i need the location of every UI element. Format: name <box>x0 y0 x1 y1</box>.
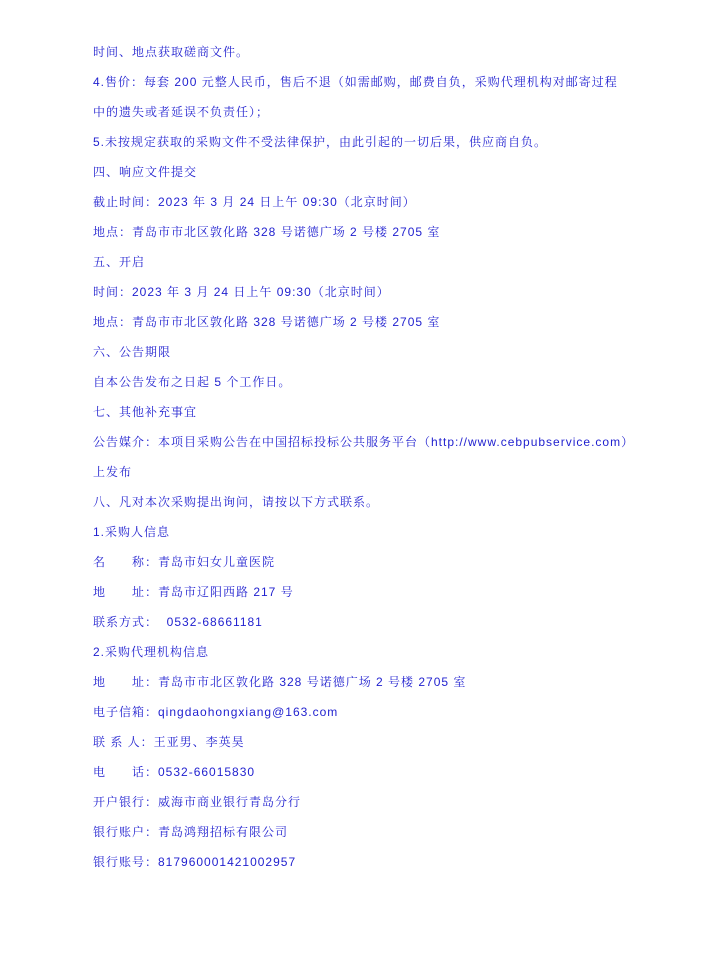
agency-bank-account-name: 银行账户：青岛鸿翔招标有限公司 <box>93 825 289 839</box>
agency-contact-person: 联 系 人：王亚男、李英昊 <box>93 735 245 749</box>
purchaser-phone: 联系方式： 0532-68661181 <box>93 615 263 629</box>
opening-time: 时间：2023 年 3 月 24 日上午 09:30（北京时间） <box>93 285 390 299</box>
submission-deadline: 截止时间：2023 年 3 月 24 日上午 09:30（北京时间） <box>93 195 416 209</box>
section-heading-notice-period: 六、公告期限 <box>93 345 172 359</box>
agency-phone: 电 话：0532-66015830 <box>93 765 256 779</box>
purchaser-name: 名 称：青岛市妇女儿童医院 <box>93 555 276 569</box>
obtain-documents-continuation: 时间、地点获取磋商文件。 <box>93 45 250 59</box>
announcement-media-continuation: 上发布 <box>93 465 133 479</box>
price-clause: 4.售价：每套 200 元整人民币，售后不退（如需邮购，邮费自负，采购代理机构对邮寄过程 <box>93 75 618 89</box>
section-heading-contact: 八、凡对本次采购提出询问，请按以下方式联系。 <box>93 495 380 509</box>
purchaser-info-heading: 1.采购人信息 <box>93 525 171 539</box>
agency-info-heading: 2.采购代理机构信息 <box>93 645 210 659</box>
submission-location: 地点：青岛市市北区敦化路 328 号诺德广场 2 号楼 2705 室 <box>93 225 441 239</box>
legal-protection-clause: 5.未按规定获取的采购文件不受法律保护，由此引起的一切后果，供应商自负。 <box>93 135 548 149</box>
section-heading-opening: 五、开启 <box>93 255 146 269</box>
notice-period-text: 自本公告发布之日起 5 个工作日。 <box>93 375 292 389</box>
section-heading-other-matters: 七、其他补充事宜 <box>93 405 198 419</box>
opening-location: 地点：青岛市市北区敦化路 328 号诺德广场 2 号楼 2705 室 <box>93 315 441 329</box>
purchaser-address: 地 址：青岛市辽阳西路 217 号 <box>93 585 294 599</box>
agency-address: 地 址：青岛市市北区敦化路 328 号诺德广场 2 号楼 2705 室 <box>93 675 467 689</box>
price-clause-continuation: 中的遗失或者延误不负责任）； <box>93 105 270 119</box>
agency-bank-account-number: 银行账号：817960001421002957 <box>93 855 297 869</box>
document-body <box>93 37 693 877</box>
section-heading-submission: 四、响应文件提交 <box>93 165 198 179</box>
announcement-media: 公告媒介：本项目采购公告在中国招标投标公共服务平台（http://www.cebpubservice.com） <box>93 435 635 449</box>
agency-email: 电子信箱：qingdaohongxiang@163.com <box>93 705 339 719</box>
agency-bank-name: 开户银行：威海市商业银行青岛分行 <box>93 795 302 809</box>
